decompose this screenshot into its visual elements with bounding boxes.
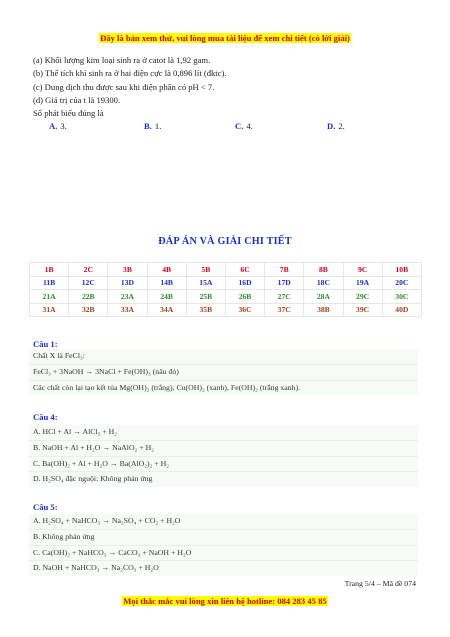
hotline-banner: [0, 591, 450, 609]
answer-cell: 34A: [147, 303, 186, 317]
answer-row: [30, 276, 422, 290]
solution-line: A. HCl + Al → AlCl₃ + H₂: [29, 425, 418, 441]
answer-cell: 17D: [265, 276, 304, 290]
statement-c: (c) Dung dịch thu được sau khi điện phân có pH < 7.: [33, 82, 215, 92]
solution-line: D. H₂SO₄ đặc nguội: Không phản ứng: [33, 474, 153, 484]
answer-cell: 22B: [69, 290, 108, 304]
answer-cell: 5B: [186, 263, 225, 277]
choice-text: 1.: [154, 121, 162, 131]
solution-line: D. NaOH + NaHCO₃ → Na₂CO₃ + H₂O: [33, 563, 159, 573]
answer-cell: 6C: [225, 263, 264, 277]
answer-cell: 1B: [30, 263, 69, 277]
answer-cell: 40D: [382, 303, 421, 317]
solution-line: FeCl₃ + 3NaOH → 3NaCl + Fe(OH)₃ (nâu đỏ): [29, 365, 418, 381]
choice-letter: D.: [327, 121, 336, 131]
answer-cell: 20C: [382, 276, 421, 290]
answer-cell: 33A: [108, 303, 147, 317]
choice-text: 3.: [60, 121, 67, 131]
page-number: Trang 5/4 – Mã đề 074: [344, 579, 416, 588]
answer-cell: 38B: [304, 303, 343, 317]
answer-row: [30, 290, 422, 304]
preview-banner: [0, 28, 450, 46]
answer-cell: 13D: [108, 276, 147, 290]
hotline-banner-text: Mọi thắc mắc vui lòng xin liên hệ hotline: 084 283 45 85: [123, 596, 327, 606]
answer-cell: 32B: [69, 303, 108, 317]
answer-row: [30, 303, 422, 317]
answer-cell: 27C: [265, 290, 304, 304]
question-5-title: Câu 5:: [33, 502, 58, 512]
choice-d[interactable]: [327, 121, 345, 131]
answer-cell: 21A: [30, 290, 69, 304]
question-1-solution: [29, 349, 418, 395]
answer-cell: 16D: [225, 276, 264, 290]
choice-text: 2.: [338, 121, 345, 131]
choice-c[interactable]: [235, 121, 253, 131]
answer-cell: 7B: [265, 263, 304, 277]
question-1-title: Câu 1:: [33, 339, 58, 349]
statement-b: (b) Thể tích khí sinh ra ở hai điện cực là 0,896 lít (đktc).: [33, 68, 227, 78]
answer-cell: 12C: [69, 276, 108, 290]
choice-letter: C.: [235, 121, 244, 131]
answer-cell: 18C: [304, 276, 343, 290]
solution-line: Các chất còn lại tạo kết tủa Mg(OH)₂ (trắng), Cu(OH)₂ (xanh), Fe(OH)₂ (trắng xanh).: [33, 382, 301, 392]
answers-title: ĐÁP ÁN VÀ GIẢI CHI TIẾT: [158, 236, 292, 247]
answer-cell: 36C: [225, 303, 264, 317]
choice-text: 4.: [246, 121, 253, 131]
choice-a[interactable]: [49, 121, 67, 131]
answer-cell: 2C: [69, 263, 108, 277]
answer-cell: 4B: [147, 263, 186, 277]
answer-cell: 28A: [304, 290, 343, 304]
answer-cell: 14B: [147, 276, 186, 290]
answer-cell: 11B: [30, 276, 69, 290]
answer-cell: 8B: [304, 263, 343, 277]
answer-cell: 19A: [343, 276, 382, 290]
answer-cell: 25B: [186, 290, 225, 304]
statement-d: (d) Giá trị của t là 19300.: [33, 95, 121, 105]
answer-cell: 3B: [108, 263, 147, 277]
solution-line: B. Không phản ứng: [29, 530, 418, 546]
answer-key-table: [29, 262, 422, 317]
choice-b[interactable]: [144, 121, 161, 131]
question-4-title: Câu 4:: [33, 412, 58, 422]
solution-line: C. Ba(OH)₂ + Al + H₂O → Ba(AlO₂)₂ + H₂: [29, 457, 418, 473]
answer-cell: 30C: [382, 290, 421, 304]
answer-cell: 10B: [382, 263, 421, 277]
answer-cell: 39C: [343, 303, 382, 317]
choice-letter: B.: [144, 121, 152, 131]
statement-a: (a) Khối lượng kim loại sinh ra ở catot là 1,92 gam.: [33, 55, 211, 65]
solution-line: Chất X là FeCl₃:: [29, 349, 418, 365]
solution-line: C. Ca(OH)₂ + NaHCO₃ → CaCO₃ + NaOH + H₂O: [29, 546, 418, 562]
answer-cell: 29C: [343, 290, 382, 304]
answer-cell: 31A: [30, 303, 69, 317]
answer-cell: 9C: [343, 263, 382, 277]
choice-letter: A.: [49, 121, 58, 131]
answer-cell: 35B: [186, 303, 225, 317]
answer-row: [30, 263, 422, 277]
answer-cell: 24B: [147, 290, 186, 304]
solution-line: B. NaOH + Al + H₂O → NaAlO₂ + H₂: [29, 441, 418, 457]
answer-cell: 23A: [108, 290, 147, 304]
solution-line: A. H₂SO₄ + NaHCO₃ → Na₂SO₄ + CO₂ + H₂O: [29, 514, 418, 530]
answer-cell: 15A: [186, 276, 225, 290]
answer-cell: 37C: [265, 303, 304, 317]
question-4-solution: [29, 425, 418, 487]
question-5-solution: [29, 514, 418, 576]
answer-cell: 26B: [225, 290, 264, 304]
question-prompt: Số phát biểu đúng là: [33, 108, 104, 118]
preview-banner-text: Đây là bản xem thử, vui lòng mua tài liệu để xem chi tiết (có lời giải): [100, 33, 350, 43]
